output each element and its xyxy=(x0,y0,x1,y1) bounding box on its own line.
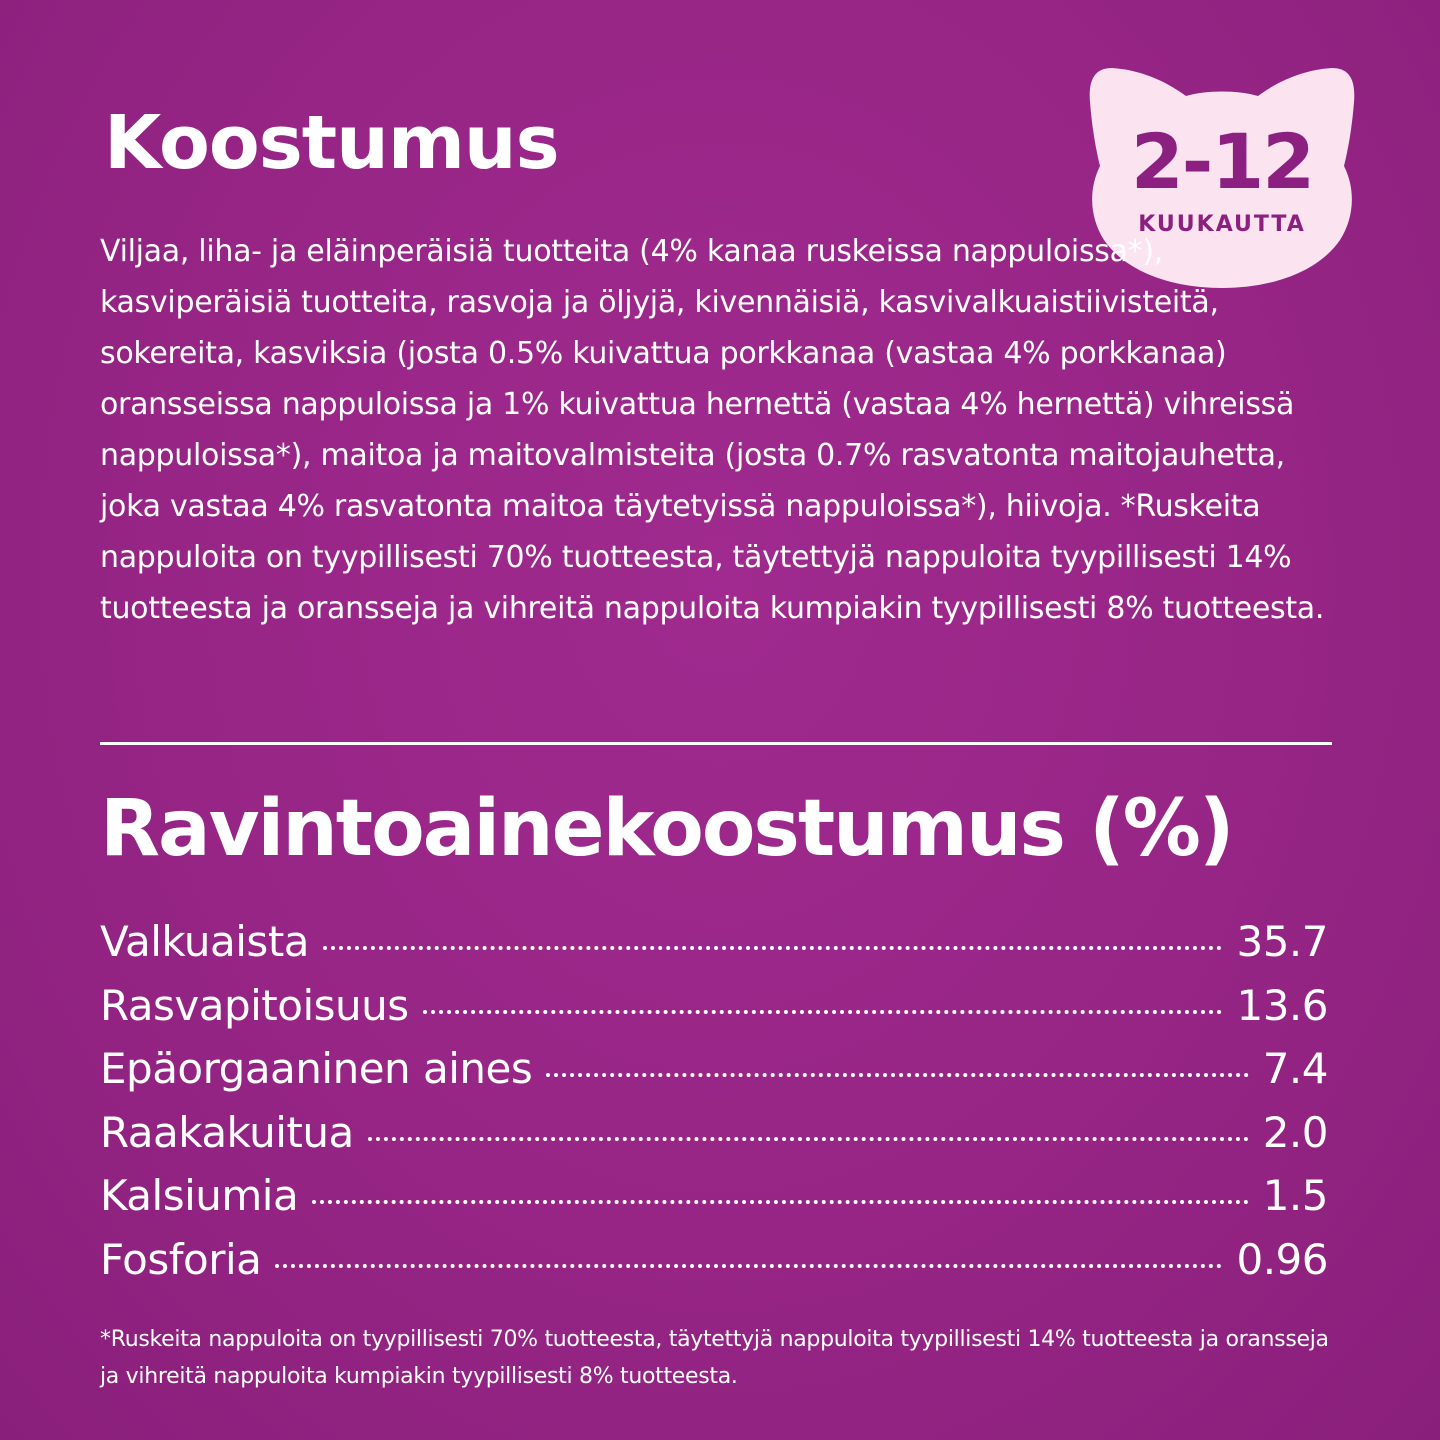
nutrient-row-protein xyxy=(100,910,1328,974)
nutrient-list xyxy=(100,910,1328,1291)
dot-leader xyxy=(323,946,1222,950)
nutrient-value: 35.7 xyxy=(1236,917,1328,966)
nutrient-row-fibre xyxy=(100,1101,1328,1165)
nutrient-value: 7.4 xyxy=(1262,1044,1328,1093)
age-unit: KUUKAUTTA xyxy=(1138,212,1306,237)
dot-leader xyxy=(546,1073,1248,1077)
composition-text: Viljaa, liha- ja eläinperäisiä tuotteita (4% kanaa ruskeissa nappuloissa*), kasviperäisiä tuotteita, rasvoja ja öljyjä, kivennäisiä, kasvivalkuaistiivisteitä, sokereita, kasviksia (josta 0.5% kuivattua porkkanaa (vastaa 4% porkkanaa) oransseissa nappuloissa ja 1% kuivattua hernettä (vastaa 4% hernettä) vihreissä nappuloissa*), maitoa ja maitovalmisteita (josta 0.7% rasvatonta maitojauhetta, joka vastaa 4% rasvatonta maitoa täytetyissä nappuloissa*), hiivoja. *Ruskeita nappuloita on tyypillisesti 70% tuotteesta, täytettyjä nappuloita tyypillisesti 14% tuotteesta ja oransseja ja vihreitä nappuloita kumpiakin tyypillisesti 8% tuotteesta. xyxy=(100,234,1325,626)
nutrient-row-phosphorus xyxy=(100,1228,1328,1292)
age-range: 2-12 xyxy=(1130,117,1314,206)
nutrient-row-ash xyxy=(100,1037,1328,1101)
nutrient-name: Valkuaista xyxy=(100,917,310,966)
analysis-title: Ravintoainekoostumus (%) xyxy=(100,784,1233,874)
nutrient-row-fat xyxy=(100,974,1328,1038)
dot-leader xyxy=(312,1200,1249,1204)
section-divider xyxy=(100,742,1332,745)
nutrient-name: Fosforia xyxy=(100,1234,262,1284)
footnote: *Ruskeita nappuloita on tyypillisesti 70% tuotteesta, täytettyjä nappuloita tyypillisesti 14% tuotteesta ja oransseja ja vihreitä nappuloita kumpiakin tyypillisesti 8% tuotteesta. xyxy=(100,1327,1329,1389)
nutrient-name: Rasvapitoisuus xyxy=(100,980,409,1030)
nutrient-value: 0.96 xyxy=(1236,1234,1328,1284)
nutrient-row-calcium xyxy=(100,1164,1328,1228)
dot-leader xyxy=(423,1010,1223,1014)
nutrient-value: 2.0 xyxy=(1262,1107,1328,1157)
composition-title: Koostumus xyxy=(104,100,559,186)
nutrient-value: 13.6 xyxy=(1236,980,1328,1030)
nutrient-name: Raakakuitua xyxy=(100,1107,354,1157)
dot-leader xyxy=(368,1137,1249,1141)
nutrient-value: 1.5 xyxy=(1262,1171,1328,1220)
nutrient-name: Kalsiumia xyxy=(100,1171,299,1220)
dot-leader xyxy=(275,1264,1222,1268)
nutrient-name: Epäorgaaninen aines xyxy=(100,1044,533,1093)
